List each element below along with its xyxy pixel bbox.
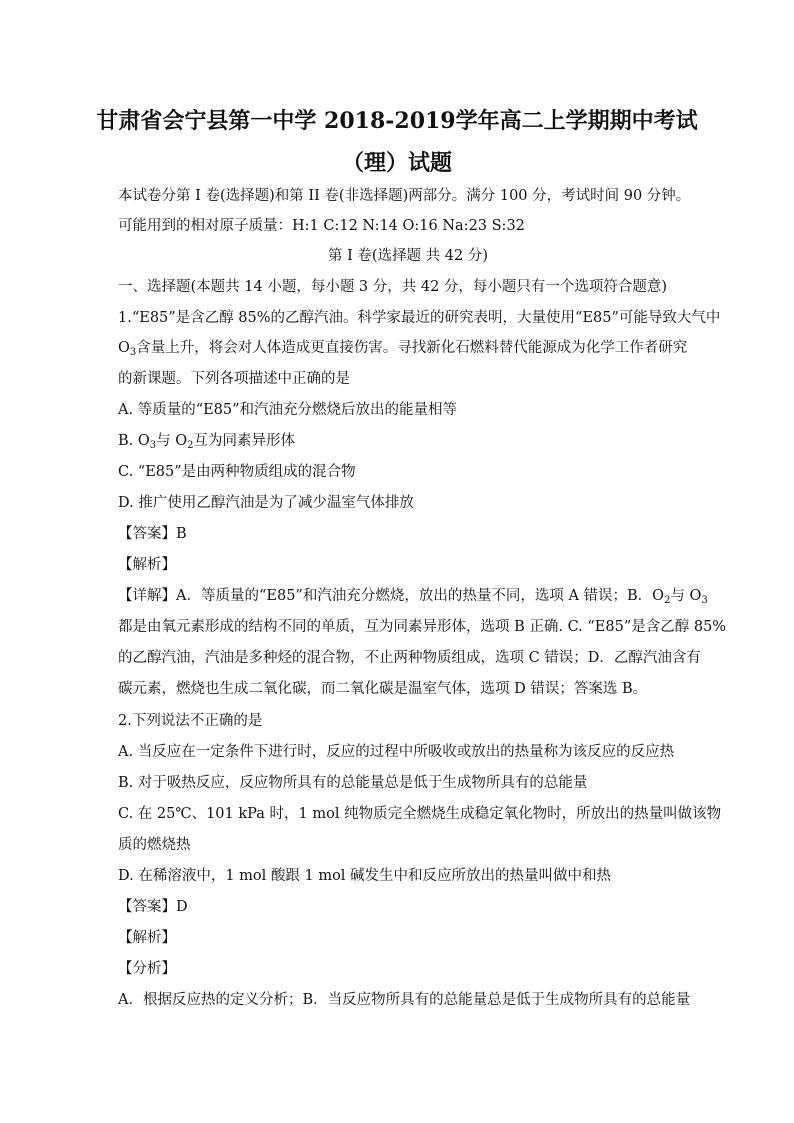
q1-answer: 【答案】B bbox=[118, 526, 187, 542]
q2-answer: 【答案】D bbox=[118, 899, 188, 915]
q1-analysis-label: 【解析】 bbox=[118, 557, 176, 573]
q2-analysis-line1: A．根据反应热的定义分析；B．当反应物所具有的总能量总是低于生成物所具有的总能量 bbox=[118, 992, 691, 1008]
q1-option-b: B. $O_3$与 $O_2$互为同素异形体 bbox=[118, 433, 296, 451]
q1-stem-line2: $O_3$含量上升，将会对人体造成更直接伤害。寻找新化石燃料替代能源成为化学工作者研究 bbox=[118, 340, 688, 358]
q1-detail-line2: 都是由氧元素形成的结构不同的单质，互为同素异形体，选项 B 正确. C. “E85”是含乙醇 85% bbox=[118, 619, 727, 635]
page-title-line2: （理）试题 bbox=[341, 150, 452, 176]
q1-detail-line1: 【详解】A．等质量的“E85”和汽油充分燃烧，放出的热量不同，选项 A 错误；B．$O_2$与 $O_3$ bbox=[118, 588, 708, 606]
page-title-line1: 甘肃省会宁县第一中学 2018-2019学年高二上学期期中考试 bbox=[96, 108, 698, 134]
intro-line2: 可能用到的相对原子质量：H:1 C:12 N:14 O:16 Na:23 S:32 bbox=[118, 218, 525, 234]
part-heading: 一、选择题(本题共 14 小题，每小题 3 分，共 42 分，每小题只有一个选项符合题意) bbox=[118, 279, 668, 295]
q2-option-b: B. 对于吸热反应，反应物所具有的总能量总是低于生成物所具有的总能量 bbox=[118, 775, 588, 791]
q2-option-a: A. 当反应在一定条件下进行时，反应的过程中所吸收或放出的热量称为该反应的反应热 bbox=[118, 744, 675, 760]
q1-detail-line4: 碳元素，燃烧也生成二氧化碳，而二氧化碳是温室气体，选项 D 错误；答案选 B。 bbox=[118, 681, 648, 697]
intro-line1: 本试卷分第 I 卷(选择题)和第 II 卷(非选择题)两部分。满分 100 分，考试时间 90 分钟。 bbox=[118, 188, 691, 204]
q2-stem: 2.下列说法不正确的是 bbox=[118, 713, 263, 729]
q1-option-a: A. 等质量的“E85”和汽油充分燃烧后放出的能量相等 bbox=[118, 402, 458, 418]
q2-option-c-line1: C. 在 25℃、101 kPa 时，1 mol 纯物质完全燃烧生成稳定氧化物时，所放出的热量叫做该物 bbox=[118, 806, 722, 822]
q2-analysis-label: 【解析】 bbox=[118, 930, 176, 946]
q1-detail-line3: 的乙醇汽油，汽油是多种烃的混合物，不止两种物质组成，选项 C 错误；D．乙醇汽油含有 bbox=[118, 650, 701, 666]
section-heading: 第 I 卷(选择题 共 42 分) bbox=[327, 248, 489, 264]
q2-option-d: D. 在稀溶液中，1 mol 酸跟 1 mol 碱发生中和反应所放出的热量叫做中和热 bbox=[118, 868, 612, 884]
q2-fenxi-label: 【分析】 bbox=[118, 961, 176, 977]
q2-option-c-line2: 质的燃烧热 bbox=[118, 837, 191, 853]
q1-stem-line1: 1.“E85”是含乙醇 85%的乙醇汽油。科学家最近的研究表明，大量使用“E85”可能导致大气中 bbox=[118, 310, 721, 326]
q1-option-d: D. 推广使用乙醇汽油是为了减少温室气体排放 bbox=[118, 495, 414, 511]
q1-stem-line3: 的新课题。下列各项描述中正确的是 bbox=[118, 371, 350, 387]
q1-option-c: C. “E85”是由两种物质组成的混合物 bbox=[118, 464, 356, 480]
